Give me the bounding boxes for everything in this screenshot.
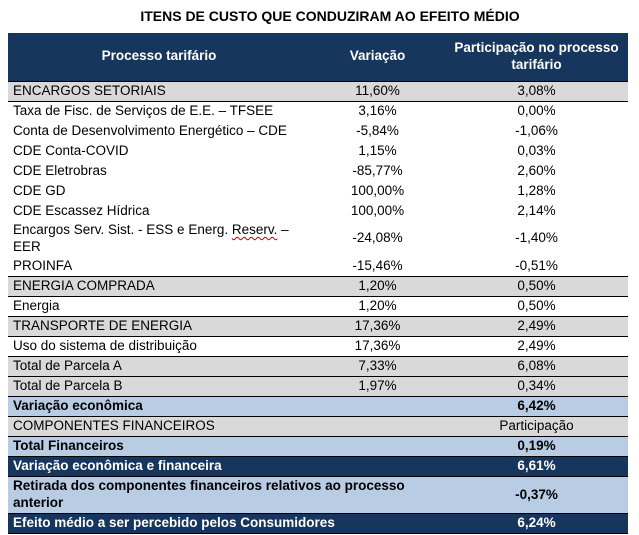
table-row <box>8 181 628 201</box>
header-participacao: Participação no processo tarifário <box>445 33 628 81</box>
participacao-value: 0,19% <box>445 437 628 457</box>
table-row <box>8 121 628 141</box>
table-row <box>8 101 628 121</box>
row-label: Conta de Desenvolvimento Energético – CDE <box>8 121 310 141</box>
variacao-value: 17,36% <box>310 337 445 357</box>
page-title: ITENS DE CUSTO QUE CONDUZIRAM AO EFEITO MÉDIO <box>140 8 520 24</box>
participacao-value: 0,50% <box>445 277 628 297</box>
participacao-value: -0,51% <box>445 257 628 277</box>
table-row <box>8 81 628 101</box>
table-header <box>8 33 628 81</box>
table-row <box>8 437 628 457</box>
variacao-value: 1,20% <box>310 277 445 297</box>
participacao-value: 2,60% <box>445 161 628 181</box>
participacao-value: 6,08% <box>445 357 628 377</box>
row-label: Variação econômica <box>8 397 445 417</box>
variacao-value: -15,46% <box>310 257 445 277</box>
row-label: Taxa de Fisc. de Serviços de E.E. – TFSEE <box>8 101 310 121</box>
row-label: ENCARGOS SETORIAIS <box>8 81 310 101</box>
table-row <box>8 297 628 317</box>
row-label: Total Financeiros <box>8 437 445 457</box>
variacao-value: -24,08% <box>310 221 445 257</box>
table-row <box>8 357 628 377</box>
participacao-value: 6,42% <box>445 397 628 417</box>
variacao-value: 1,97% <box>310 377 445 397</box>
participacao-value: 0,34% <box>445 377 628 397</box>
participacao-value: 6,24% <box>445 514 628 534</box>
row-label: Encargos Serv. Sist. - ESS e Energ. Reserv. – EER <box>8 221 310 257</box>
row-label: CDE GD <box>8 181 310 201</box>
header-processo-tarifario: Processo tarifário <box>8 33 310 81</box>
table-row <box>8 221 628 257</box>
row-label: Efeito médio a ser percebido pelos Consumidores <box>8 514 445 534</box>
table-row <box>8 417 628 437</box>
variacao-value: 17,36% <box>310 317 445 337</box>
row-label: Retirada dos componentes financeiros relativos ao processo anterior <box>8 477 445 514</box>
table-row <box>8 477 628 514</box>
header-variacao: Variação <box>310 33 445 81</box>
participacao-value: 1,28% <box>445 181 628 201</box>
table-row <box>8 514 628 534</box>
variacao-value: -5,84% <box>310 121 445 141</box>
table-row <box>8 397 628 417</box>
row-label: Variação econômica e financeira <box>8 457 445 477</box>
row-label: COMPONENTES FINANCEIROS <box>8 417 445 437</box>
variacao-value: 3,16% <box>310 101 445 121</box>
row-label: ENERGIA COMPRADA <box>8 277 310 297</box>
table-body <box>8 81 628 534</box>
table-row <box>8 201 628 221</box>
cost-items-table <box>8 33 628 534</box>
participacao-value: 6,61% <box>445 457 628 477</box>
row-label: Energia <box>8 297 310 317</box>
table-row <box>8 257 628 277</box>
participacao-value: 2,49% <box>445 337 628 357</box>
participacao-value: 2,49% <box>445 317 628 337</box>
row-label: CDE Conta-COVID <box>8 141 310 161</box>
table-row <box>8 161 628 181</box>
participacao-value: 0,00% <box>445 101 628 121</box>
participacao-value: -0,37% <box>445 477 628 514</box>
row-label: Total de Parcela A <box>8 357 310 377</box>
variacao-value: -85,77% <box>310 161 445 181</box>
variacao-value: 1,20% <box>310 297 445 317</box>
table-row <box>8 337 628 357</box>
participacao-value: 0,50% <box>445 297 628 317</box>
participacao-value: -1,40% <box>445 221 628 257</box>
row-label: Uso do sistema de distribuição <box>8 337 310 357</box>
table-row <box>8 317 628 337</box>
variacao-value: 7,33% <box>310 357 445 377</box>
participacao-value: 0,03% <box>445 141 628 161</box>
row-label: TRANSPORTE DE ENERGIA <box>8 317 310 337</box>
header-row <box>8 33 628 81</box>
variacao-value: 100,00% <box>310 181 445 201</box>
table-row <box>8 377 628 397</box>
variacao-value: 11,60% <box>310 81 445 101</box>
participacao-value: Participação <box>445 417 628 437</box>
variacao-value: 1,15% <box>310 141 445 161</box>
participacao-value: 3,08% <box>445 81 628 101</box>
participacao-value: 2,14% <box>445 201 628 221</box>
table-row <box>8 277 628 297</box>
variacao-value: 100,00% <box>310 201 445 221</box>
row-label: CDE Escassez Hídrica <box>8 201 310 221</box>
row-label: Total de Parcela B <box>8 377 310 397</box>
spellcheck-squiggle: Reserv. <box>231 222 278 237</box>
table-row <box>8 141 628 161</box>
row-label: PROINFA <box>8 257 310 277</box>
table-row <box>8 457 628 477</box>
row-label: CDE Eletrobras <box>8 161 310 181</box>
participacao-value: -1,06% <box>445 121 628 141</box>
